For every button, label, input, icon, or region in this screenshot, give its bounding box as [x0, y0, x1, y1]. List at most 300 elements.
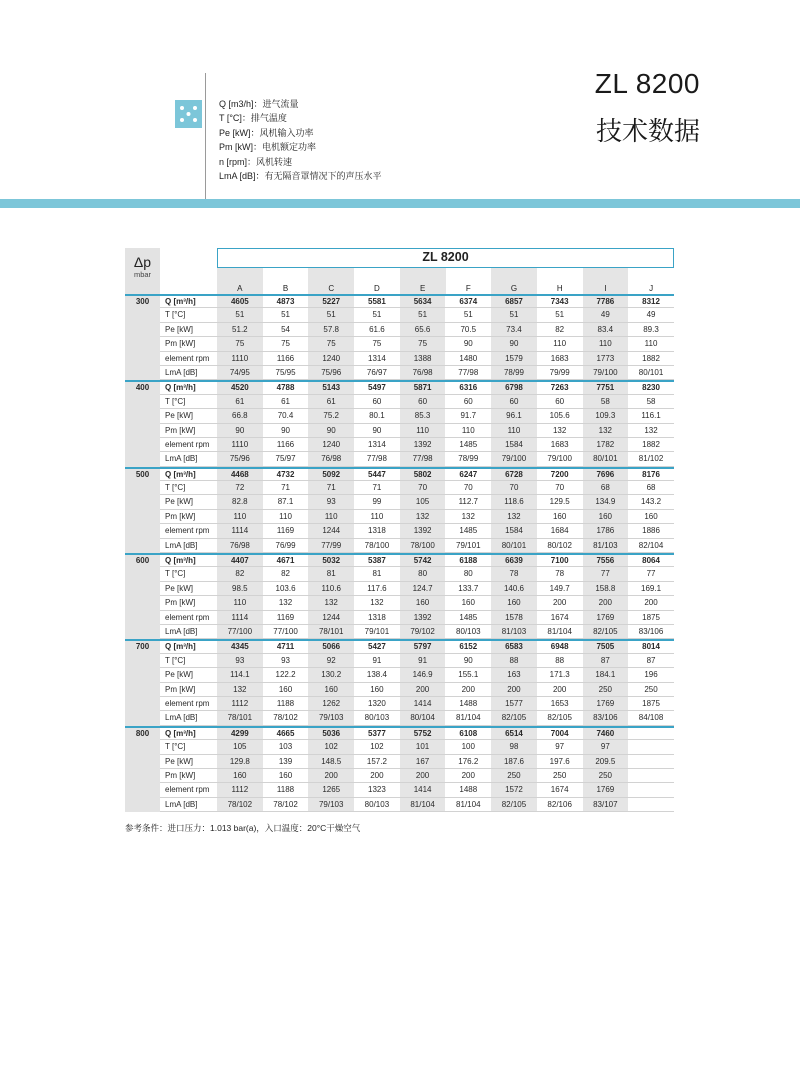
pressure-value: [125, 625, 160, 639]
table-cell: 160: [263, 769, 309, 783]
table-cell: 7460: [583, 726, 629, 740]
table-cell: 1572: [491, 783, 537, 797]
table-cell: 76/97: [354, 366, 400, 380]
table-cell: 81/104: [445, 798, 491, 812]
table-cell: 1392: [400, 438, 446, 452]
table-row: [125, 452, 674, 466]
table-cell: 109.3: [583, 409, 629, 423]
table-cell: 250: [583, 769, 629, 783]
table-cell: 75: [263, 337, 309, 351]
table-row: [125, 740, 674, 754]
table-cell: 58: [583, 395, 629, 409]
pressure-value: [125, 596, 160, 610]
table-row: [125, 668, 674, 682]
row-label: Pe [kW]: [160, 755, 217, 769]
pressure-value: [125, 352, 160, 366]
table-cell: 1578: [491, 611, 537, 625]
table-cell: 1773: [583, 352, 629, 366]
table-cell: 5032: [308, 553, 354, 567]
row-label: Pe [kW]: [160, 409, 217, 423]
table-cell: 200: [537, 683, 583, 697]
table-cell: 250: [537, 769, 583, 783]
table-cell: [628, 798, 674, 812]
table-row: [125, 395, 674, 409]
table-cell: 78/101: [308, 625, 354, 639]
table-cell: 1112: [217, 697, 263, 711]
table-cell: 200: [308, 769, 354, 783]
table-cell: 5447: [354, 467, 400, 481]
table-cell: 5497: [354, 380, 400, 394]
table-row: [125, 582, 674, 596]
table-cell: 80/101: [491, 539, 537, 553]
table-cell: 85.3: [400, 409, 446, 423]
table-cell: 51.2: [217, 323, 263, 337]
table-cell: 77: [628, 567, 674, 581]
page-title: ZL 8200: [594, 68, 700, 99]
row-label: Q [m³/h]: [160, 639, 217, 653]
table-cell: [628, 740, 674, 754]
table-cell: [628, 769, 674, 783]
table-cell: 1169: [263, 524, 309, 538]
table-cell: 1769: [583, 697, 629, 711]
table-row: [125, 539, 674, 553]
table-header: [125, 248, 674, 294]
table-row: [125, 524, 674, 538]
table-cell: 73.4: [491, 323, 537, 337]
table-cell: 110: [537, 337, 583, 351]
table-cell: 1769: [583, 611, 629, 625]
table-cell: 81/103: [491, 625, 537, 639]
table-cell: 5066: [308, 639, 354, 653]
table-cell: 160: [583, 510, 629, 524]
pressure-value: [125, 798, 160, 812]
table-row: [125, 567, 674, 581]
column-letters: [217, 268, 674, 294]
table-cell: 61.6: [354, 323, 400, 337]
table-cell: 132: [217, 683, 263, 697]
pressure-value: [125, 755, 160, 769]
table-cell: 75/95: [263, 366, 309, 380]
table-cell: [628, 783, 674, 797]
pressure-value: [125, 337, 160, 351]
pressure-value: [125, 683, 160, 697]
table-cell: 102: [354, 740, 400, 754]
pressure-value: [125, 323, 160, 337]
table-cell: 1169: [263, 611, 309, 625]
table-cell: 7100: [537, 553, 583, 567]
table-cell: 7505: [583, 639, 629, 653]
pressure-value: [125, 510, 160, 524]
table-cell: 200: [491, 683, 537, 697]
table-row: [125, 726, 674, 740]
table-cell: 80/101: [583, 452, 629, 466]
column-header: D: [374, 284, 380, 293]
table-cell: 81/104: [400, 798, 446, 812]
pressure-header: [125, 248, 160, 294]
table-cell: 98: [491, 740, 537, 754]
table-cell: 118.6: [491, 495, 537, 509]
table-row: [125, 352, 674, 366]
legend-item: LmA [dB]：有无隔音罩情况下的声压水平: [219, 171, 382, 182]
table-cell: 4873: [263, 294, 309, 308]
table-cell: 1240: [308, 438, 354, 452]
table-cell: 83/106: [583, 711, 629, 725]
table-cell: 200: [583, 596, 629, 610]
row-label: element rpm: [160, 438, 217, 452]
column-header: I: [583, 268, 629, 294]
table-cell: 1684: [537, 524, 583, 538]
table-cell: 51: [263, 308, 309, 322]
table-row: [125, 553, 674, 567]
table-cell: 160: [217, 769, 263, 783]
table-cell: 160: [628, 510, 674, 524]
table-cell: 81/103: [583, 539, 629, 553]
table-cell: 160: [263, 683, 309, 697]
table-cell: 200: [537, 596, 583, 610]
table-cell: 54: [263, 323, 309, 337]
table-cell: 184.1: [583, 668, 629, 682]
table-cell: 1653: [537, 697, 583, 711]
table-cell: 6247: [445, 467, 491, 481]
table-cell: 110: [400, 424, 446, 438]
table-cell: 82/105: [491, 711, 537, 725]
table-cell: 101: [400, 740, 446, 754]
table-cell: 5797: [400, 639, 446, 653]
table-cell: 80: [400, 567, 446, 581]
table-cell: 138.4: [354, 668, 400, 682]
table-cell: 76/98: [308, 452, 354, 466]
table-cell: 80/101: [628, 366, 674, 380]
row-label: LmA [dB]: [160, 625, 217, 639]
table-cell: 83/107: [583, 798, 629, 812]
table-cell: 200: [400, 769, 446, 783]
table-cell: 76/98: [400, 366, 446, 380]
table-cell: 7004: [537, 726, 583, 740]
header-band: [0, 199, 800, 208]
table-cell: 5377: [354, 726, 400, 740]
table-cell: 122.2: [263, 668, 309, 682]
table-cell: 158.8: [583, 582, 629, 596]
table-cell: 157.2: [354, 755, 400, 769]
table-cell: 88: [491, 654, 537, 668]
table-cell: 1323: [354, 783, 400, 797]
table-cell: 196: [628, 668, 674, 682]
row-label: Pe [kW]: [160, 323, 217, 337]
table-cell: 68: [583, 481, 629, 495]
table-cell: 1110: [217, 438, 263, 452]
table-cell: 58: [628, 395, 674, 409]
table-cell: [628, 726, 674, 740]
table-cell: 1683: [537, 438, 583, 452]
table-cell: 5227: [308, 294, 354, 308]
table-cell: 75: [354, 337, 400, 351]
row-label: Q [m³/h]: [160, 726, 217, 740]
pressure-value: [125, 740, 160, 754]
table-cell: 1480: [445, 352, 491, 366]
table-cell: 143.2: [628, 495, 674, 509]
legend-item: T [°C]：排气温度: [219, 113, 287, 124]
table-cell: 103: [263, 740, 309, 754]
table-cell: 160: [354, 683, 400, 697]
pressure-value: [125, 711, 160, 725]
table-cell: 7200: [537, 467, 583, 481]
table-cell: 81: [354, 567, 400, 581]
pressure-value: 300: [125, 294, 160, 308]
row-label: Pe [kW]: [160, 582, 217, 596]
table-cell: 90: [445, 337, 491, 351]
table-cell: 82: [537, 323, 583, 337]
table-cell: 110: [217, 510, 263, 524]
table-cell: 79/102: [400, 625, 446, 639]
table-row: [125, 769, 674, 783]
pressure-value: [125, 668, 160, 682]
table-cell: 76/98: [217, 539, 263, 553]
table-cell: 61: [308, 395, 354, 409]
pressure-value: 500: [125, 467, 160, 481]
table-cell: 1244: [308, 524, 354, 538]
table-cell: 1265: [308, 783, 354, 797]
table-cell: 160: [308, 683, 354, 697]
table-cell: 1414: [400, 697, 446, 711]
row-label: element rpm: [160, 783, 217, 797]
table-cell: 132: [628, 424, 674, 438]
table-cell: 110: [628, 337, 674, 351]
table-cell: 1114: [217, 611, 263, 625]
table-cell: 49: [583, 308, 629, 322]
table-cell: 160: [491, 596, 537, 610]
table-cell: 163: [491, 668, 537, 682]
table-cell: 74/95: [217, 366, 263, 380]
table-row: [125, 481, 674, 495]
pressure-value: 400: [125, 380, 160, 394]
table-cell: 129.5: [537, 495, 583, 509]
table-cell: 4732: [263, 467, 309, 481]
table-cell: 146.9: [400, 668, 446, 682]
table-cell: 60: [537, 395, 583, 409]
table-cell: 51: [354, 308, 400, 322]
table-cell: 79/100: [583, 366, 629, 380]
table-cell: 1114: [217, 524, 263, 538]
table-cell: 79/100: [537, 452, 583, 466]
column-header: E: [400, 268, 446, 294]
row-label: Pe [kW]: [160, 668, 217, 682]
table-cell: 78/99: [445, 452, 491, 466]
table-cell: 87: [583, 654, 629, 668]
table-cell: 1485: [445, 438, 491, 452]
table-cell: 1886: [628, 524, 674, 538]
table-cell: [628, 755, 674, 769]
table-cell: 82/106: [537, 798, 583, 812]
table-cell: 7343: [537, 294, 583, 308]
table-cell: 82/104: [628, 539, 674, 553]
table-cell: 1786: [583, 524, 629, 538]
table-cell: 81/104: [445, 711, 491, 725]
table-cell: 1414: [400, 783, 446, 797]
row-label: LmA [dB]: [160, 711, 217, 725]
table-cell: 51: [308, 308, 354, 322]
table-cell: 1314: [354, 438, 400, 452]
row-label: Q [m³/h]: [160, 380, 217, 394]
table-cell: 61: [263, 395, 309, 409]
legend-item: n [rpm]：风机转速: [219, 156, 293, 167]
table-cell: 160: [400, 596, 446, 610]
table-row: [125, 711, 674, 725]
table-cell: 1882: [628, 438, 674, 452]
table-cell: 75: [308, 337, 354, 351]
table-cell: 93: [263, 654, 309, 668]
table-cell: 6188: [445, 553, 491, 567]
table-cell: 1320: [354, 697, 400, 711]
table-cell: 82/105: [537, 711, 583, 725]
table-cell: 8176: [628, 467, 674, 481]
table-cell: 87: [628, 654, 674, 668]
pressure-value: [125, 697, 160, 711]
table-cell: 71: [308, 481, 354, 495]
table-cell: 1584: [491, 524, 537, 538]
table-cell: 89.3: [628, 323, 674, 337]
table-cell: 169.1: [628, 582, 674, 596]
table-row: [125, 596, 674, 610]
table-cell: 98.5: [217, 582, 263, 596]
pressure-value: 600: [125, 553, 160, 567]
row-label: T [°C]: [160, 567, 217, 581]
table-cell: 60: [445, 395, 491, 409]
table-cell: 110.6: [308, 582, 354, 596]
table-cell: 6583: [491, 639, 537, 653]
legend-item: Q [m3/h]：进气流量: [219, 99, 299, 109]
table-cell: 78: [491, 567, 537, 581]
data-table: [125, 248, 674, 812]
table-cell: 70: [400, 481, 446, 495]
table-cell: 1110: [217, 352, 263, 366]
table-cell: 65.6: [400, 323, 446, 337]
table-cell: 60: [354, 395, 400, 409]
table-cell: 110: [308, 510, 354, 524]
table-cell: 6798: [491, 380, 537, 394]
table-cell: 79/101: [354, 625, 400, 639]
table-cell: 7786: [583, 294, 629, 308]
table-cell: 1262: [308, 697, 354, 711]
table-cell: 82.8: [217, 495, 263, 509]
pressure-value: [125, 409, 160, 423]
table-cell: 78/99: [491, 366, 537, 380]
table-row: [125, 510, 674, 524]
row-label: LmA [dB]: [160, 366, 217, 380]
row-label: Pm [kW]: [160, 510, 217, 524]
table-cell: 103.6: [263, 582, 309, 596]
table-cell: 114.1: [217, 668, 263, 682]
table-cell: 4665: [263, 726, 309, 740]
table-cell: 5752: [400, 726, 446, 740]
table-cell: 75.2: [308, 409, 354, 423]
table-cell: 1188: [263, 697, 309, 711]
row-label: Q [m³/h]: [160, 467, 217, 481]
table-cell: 6639: [491, 553, 537, 567]
table-cell: 75/97: [263, 452, 309, 466]
table-cell: 75: [217, 337, 263, 351]
table-cell: 79/100: [491, 452, 537, 466]
table-cell: 5581: [354, 294, 400, 308]
table-cell: 1579: [491, 352, 537, 366]
table-cell: 70.4: [263, 409, 309, 423]
table-cell: 77: [583, 567, 629, 581]
table-cell: 93: [308, 495, 354, 509]
table-cell: 60: [491, 395, 537, 409]
table-cell: 70: [537, 481, 583, 495]
table-cell: 7751: [583, 380, 629, 394]
table-cell: 51: [491, 308, 537, 322]
table-row: [125, 438, 674, 452]
table-cell: 70: [491, 481, 537, 495]
pressure-value: [125, 308, 160, 322]
table-cell: 90: [308, 424, 354, 438]
table-cell: 1683: [537, 352, 583, 366]
table-cell: 82: [217, 567, 263, 581]
table-cell: 4671: [263, 553, 309, 567]
table-cell: 76/99: [263, 539, 309, 553]
footnote: 参考条件：进口压力：1.013 bar(a)，入口温度：20°C干燥空气: [125, 823, 361, 833]
table-cell: 7556: [583, 553, 629, 567]
table-cell: 1769: [583, 783, 629, 797]
page-subtitle: 技术数据: [595, 116, 700, 146]
table-cell: 1392: [400, 611, 446, 625]
table-cell: 1674: [537, 611, 583, 625]
table-cell: 6728: [491, 467, 537, 481]
row-label: T [°C]: [160, 481, 217, 495]
table-cell: 1488: [445, 697, 491, 711]
table-cell: 129.8: [217, 755, 263, 769]
pressure-value: [125, 567, 160, 581]
row-label: T [°C]: [160, 740, 217, 754]
table-cell: 1240: [308, 352, 354, 366]
table-cell: 134.9: [583, 495, 629, 509]
table-cell: 71: [263, 481, 309, 495]
table-cell: 82: [263, 567, 309, 581]
table-cell: 78/101: [217, 711, 263, 725]
table-row: [125, 294, 674, 308]
table-cell: 5427: [354, 639, 400, 653]
table-cell: 82/105: [583, 625, 629, 639]
table-row: [125, 308, 674, 322]
table-cell: 78/102: [263, 798, 309, 812]
row-label: Pm [kW]: [160, 769, 217, 783]
table-row: [125, 467, 674, 481]
table-cell: 132: [491, 510, 537, 524]
table-cell: 70.5: [445, 323, 491, 337]
table-cell: 6152: [445, 639, 491, 653]
column-header: J: [649, 284, 654, 293]
table-cell: 4788: [263, 380, 309, 394]
table-row: [125, 683, 674, 697]
pressure-value: [125, 769, 160, 783]
table-cell: 187.6: [491, 755, 537, 769]
table-cell: 90: [445, 654, 491, 668]
pressure-value: [125, 495, 160, 509]
table-cell: 93: [217, 654, 263, 668]
row-label: T [°C]: [160, 654, 217, 668]
table-cell: 1188: [263, 783, 309, 797]
table-cell: 1674: [537, 783, 583, 797]
table-cell: 6316: [445, 380, 491, 394]
table-cell: 132: [583, 424, 629, 438]
table-cell: 1392: [400, 524, 446, 538]
row-label: element rpm: [160, 524, 217, 538]
pressure-value: [125, 366, 160, 380]
table-cell: 1875: [628, 611, 674, 625]
table-cell: 110: [263, 510, 309, 524]
table-cell: 5036: [308, 726, 354, 740]
table-cell: 140.6: [491, 582, 537, 596]
